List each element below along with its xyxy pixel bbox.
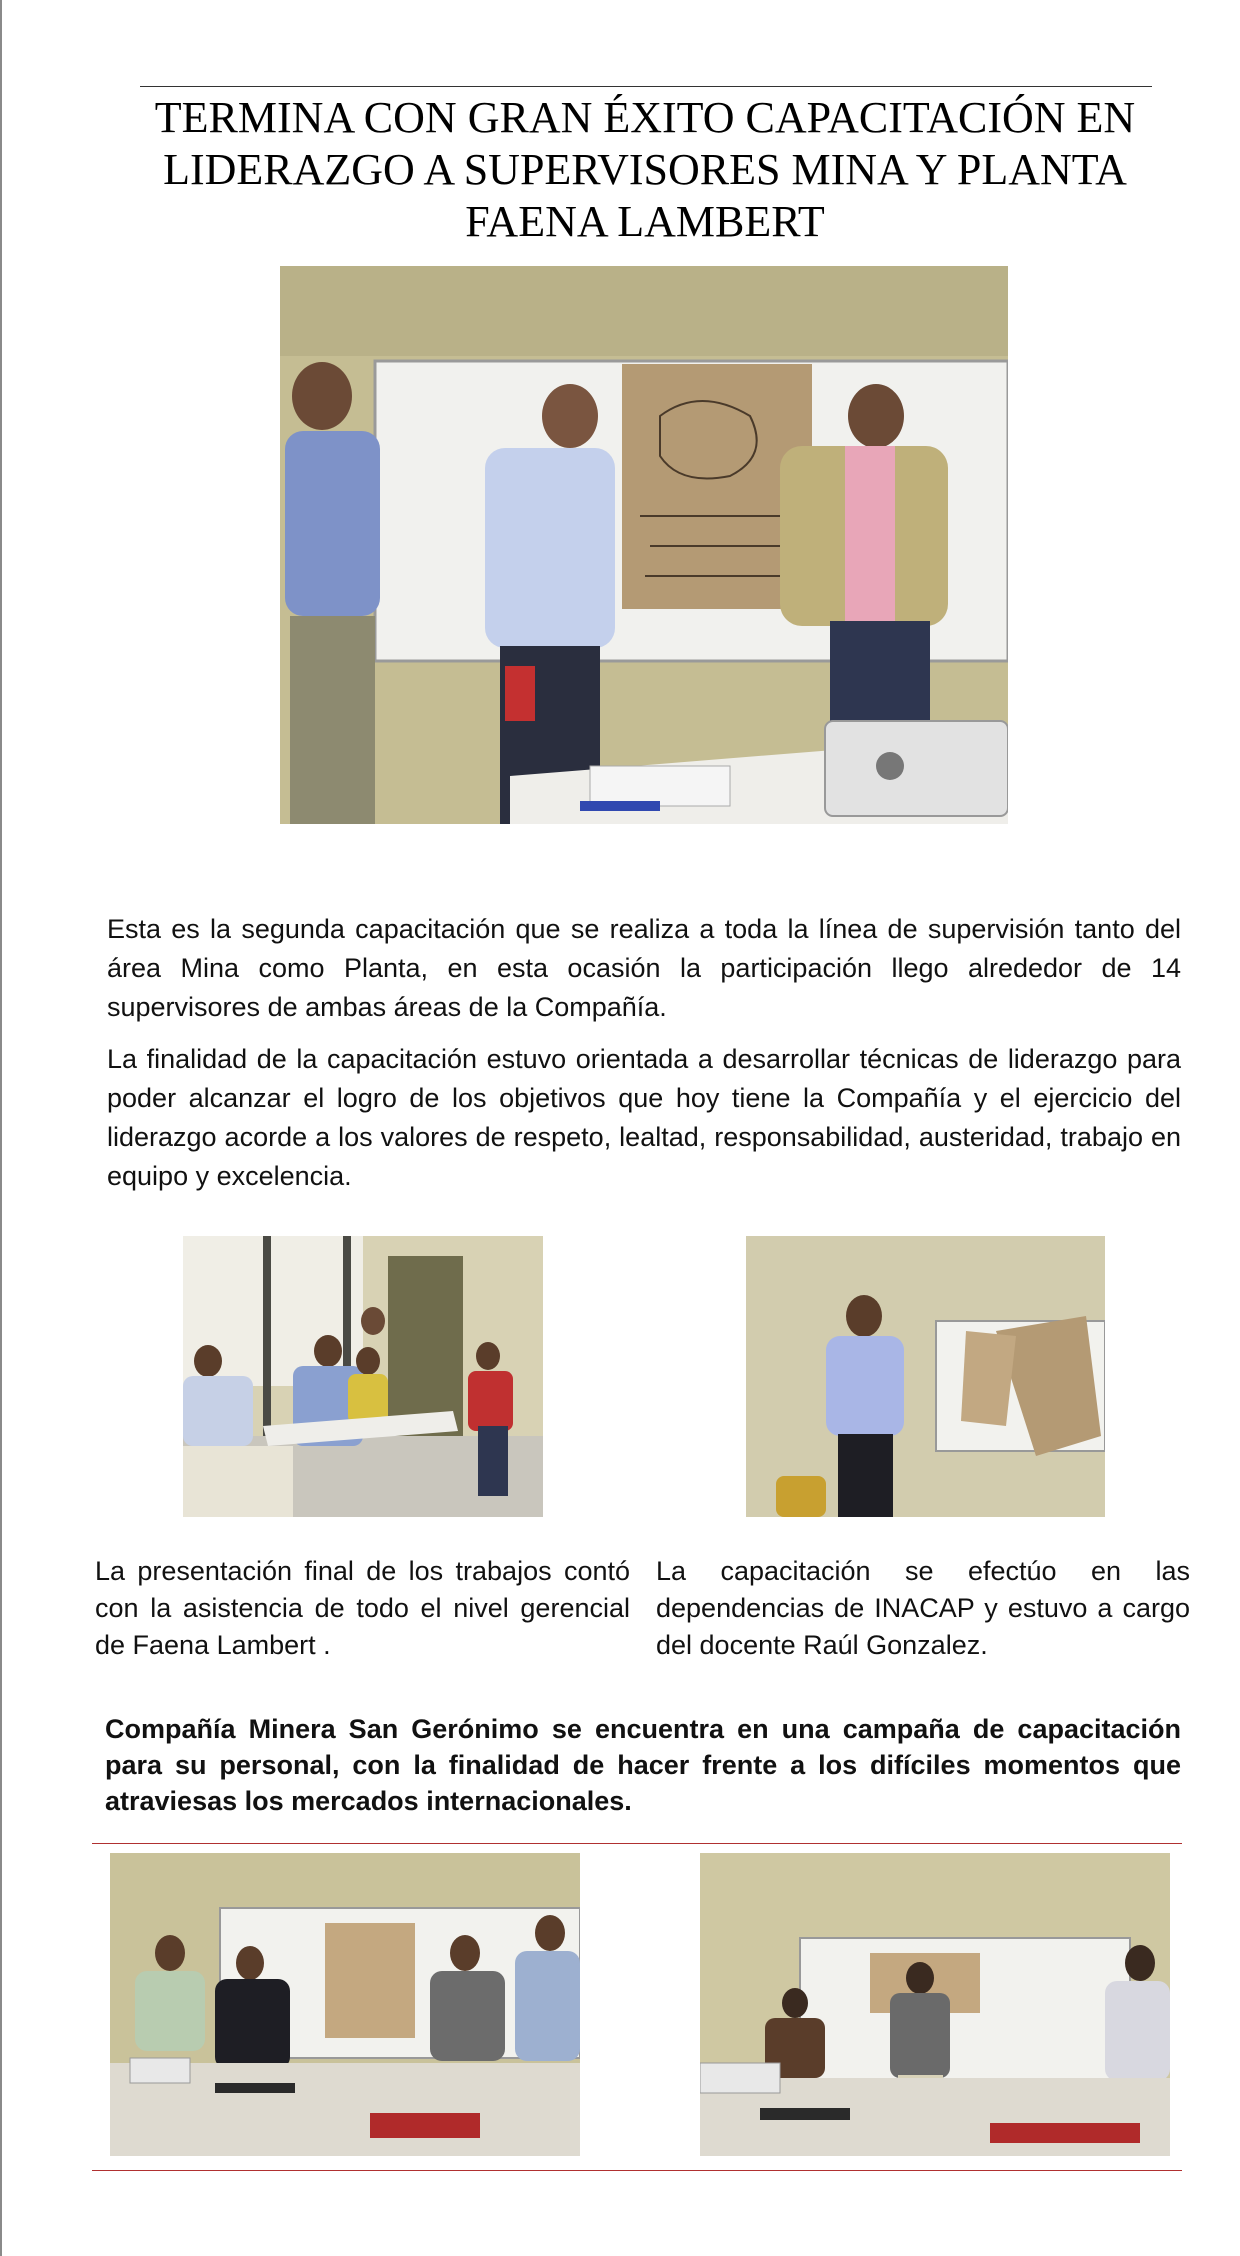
group-work-photo-left — [110, 1853, 580, 2156]
instructor-photo — [746, 1236, 1105, 1517]
caption-inacap: La capacitación se efectúo en las dependencias de INACAP y estuvo a cargo del docente Raúl Gonzalez. — [656, 1556, 1190, 1660]
main-training-photo — [280, 266, 1008, 824]
closing-red-rule-bottom — [92, 2170, 1182, 2171]
page-left-border — [0, 0, 2, 2256]
purpose-paragraph: La finalidad de la capacitación estuvo orientada a desarrollar técnicas de liderazgo para poder alcanzar el logro de los objetivos que hoy tiene la Compañía y el ejercicio del liderazgo acorde a los valores de respeto, lealtad, responsabilidad, austeridad, trabajo en equipo y excelencia. — [107, 1044, 1181, 1191]
caption-presentation: La presentación final de los trabajos contó con la asistencia de todo el nivel gerencial de Faena Lambert . — [95, 1556, 630, 1660]
title-rule — [140, 86, 1152, 87]
intro-paragraph: Esta es la segunda capacitación que se realiza a toda la línea de supervisión tanto del área Mina como Planta, en esta ocasión la participación llego alrededor de 14 supervisores de ambas áreas de la Compañía. — [107, 914, 1181, 1022]
closing-red-rule-top — [92, 1843, 1182, 1844]
closing-paragraph: Compañía Minera San Gerónimo se encuentra en una campaña de capacitación para su personal, con la finalidad de hacer frente a los difíciles momentos que atraviesas los mercados internacionales. — [105, 1714, 1181, 1816]
audience-photo — [183, 1236, 543, 1517]
group-work-photo-right — [700, 1853, 1170, 2156]
article-title: TERMINA CON GRAN ÉXITO CAPACITACIÓN EN LIDERAZGO A SUPERVISORES MINA Y PLANTA FAENA LAMBERT — [154, 93, 1136, 246]
